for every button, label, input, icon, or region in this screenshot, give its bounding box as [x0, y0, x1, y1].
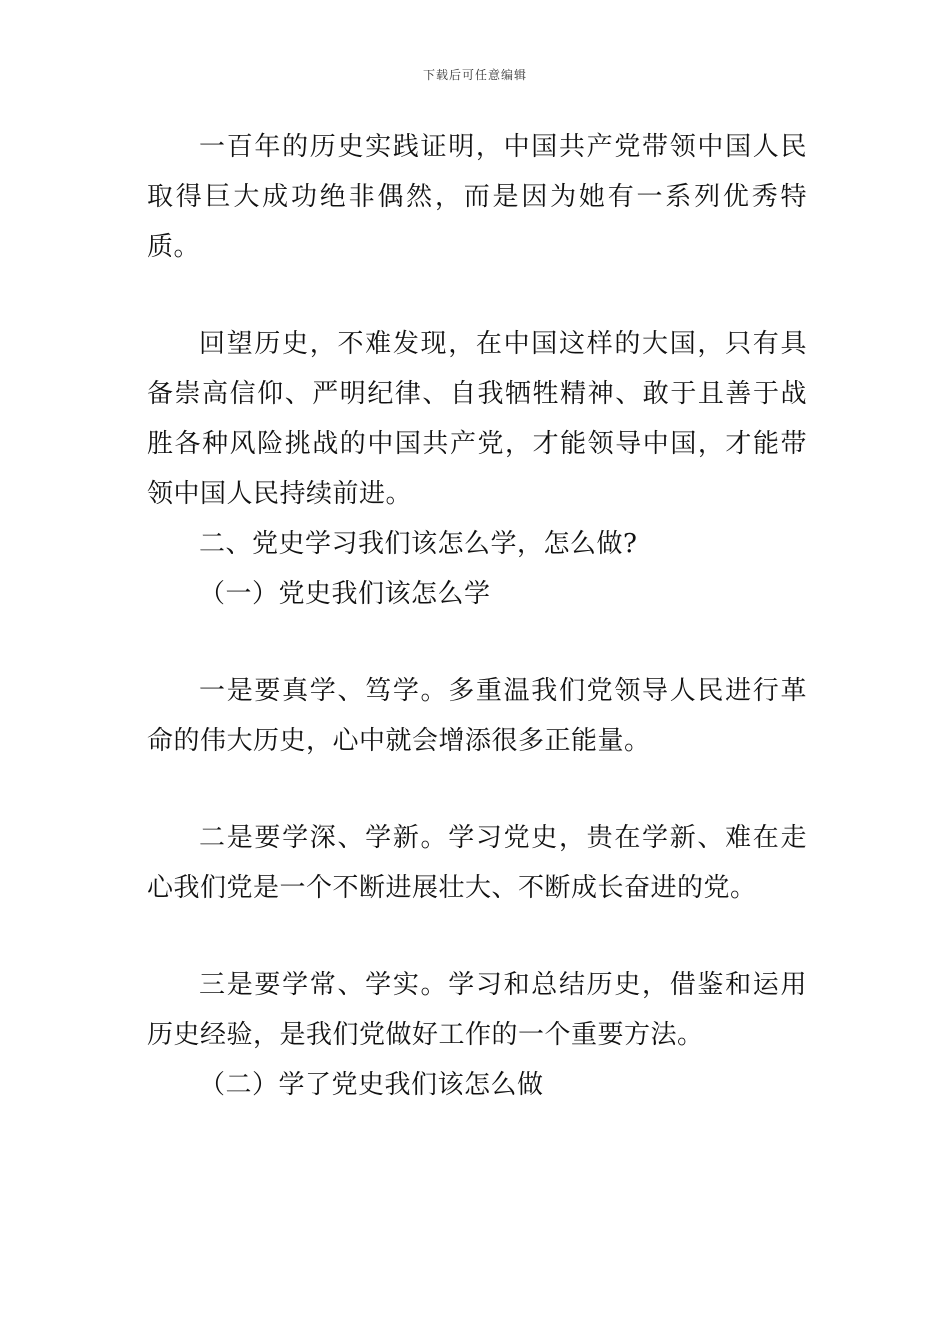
paragraph-point-1: 一是要真学、笃学。多重温我们党领导人民进行革命的伟大历史，心中就会增添很多正能量。 — [147, 676, 807, 756]
paragraph-point-2: 二是要学深、学新。学习党史，贵在学新、难在走心我们党是一个不断进展壮大、不断成长奋进的党。 — [147, 823, 807, 903]
paragraph-point-3: 三是要学常、学实。学习和总结历史，借鉴和运用历史经验，是我们党做好工作的一个重要方法。 — [147, 970, 807, 1050]
document-body — [147, 122, 807, 1110]
paragraph-look-back: 回望历史，不难发现，在中国这样的大国，只有具备崇高信仰、严明纪律、自我牺牲精神、敢于且善于战胜各种风险挑战的中国共产党，才能领导中国，才能带领中国人民持续前进。 — [147, 329, 807, 509]
page-header: 下载后可任意编辑 — [422, 68, 527, 82]
subsection-heading-1: （一）党史我们该怎么学 — [199, 579, 491, 609]
section-heading-2: 二、党史学习我们该怎么学，怎么做? — [199, 529, 638, 559]
paragraph-history-proof: 一百年的历史实践证明，中国共产党带领中国人民取得巨大成功绝非偶然，而是因为她有一系列优秀特质。 — [147, 132, 807, 262]
subsection-heading-2: （二）学了党史我们该怎么做 — [199, 1070, 544, 1100]
